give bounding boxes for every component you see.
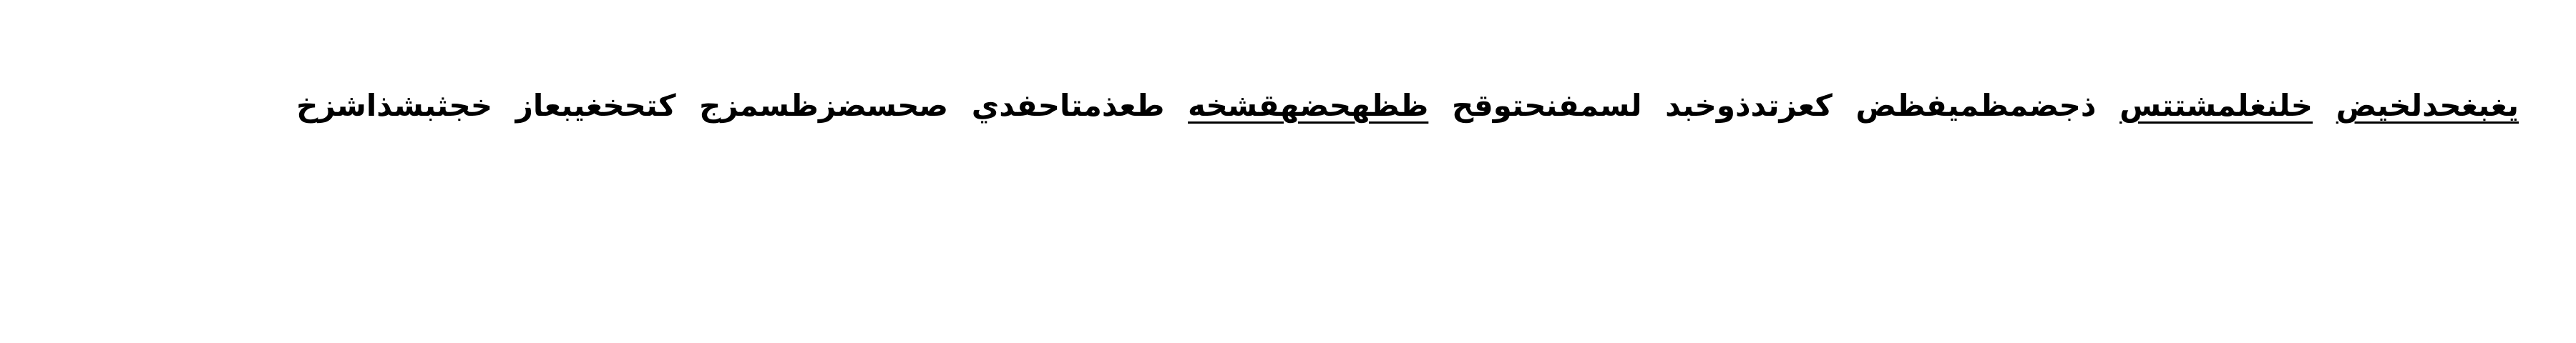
word-text: كعزتدذوخبد bbox=[1665, 88, 1833, 123]
word-text: لسمفنحتوقح bbox=[1451, 88, 1642, 123]
word-text: طعذمتاحفدي bbox=[971, 88, 1165, 123]
word-text: خجثبشذاشزخ bbox=[296, 88, 493, 123]
word-link[interactable]: ظظهحضهقشخه bbox=[1188, 88, 1429, 123]
word-text: صحسضزظسمزج bbox=[699, 88, 949, 123]
word-text: ذجضمظميفظض bbox=[1855, 88, 2097, 123]
arabic-text-line bbox=[296, 84, 2519, 127]
word-link[interactable]: خلنغلمشتتس bbox=[2119, 88, 2313, 123]
word-text: كتحخغيبعاز bbox=[515, 88, 676, 123]
word-link[interactable]: يغبغحدلخيض bbox=[2336, 88, 2519, 123]
